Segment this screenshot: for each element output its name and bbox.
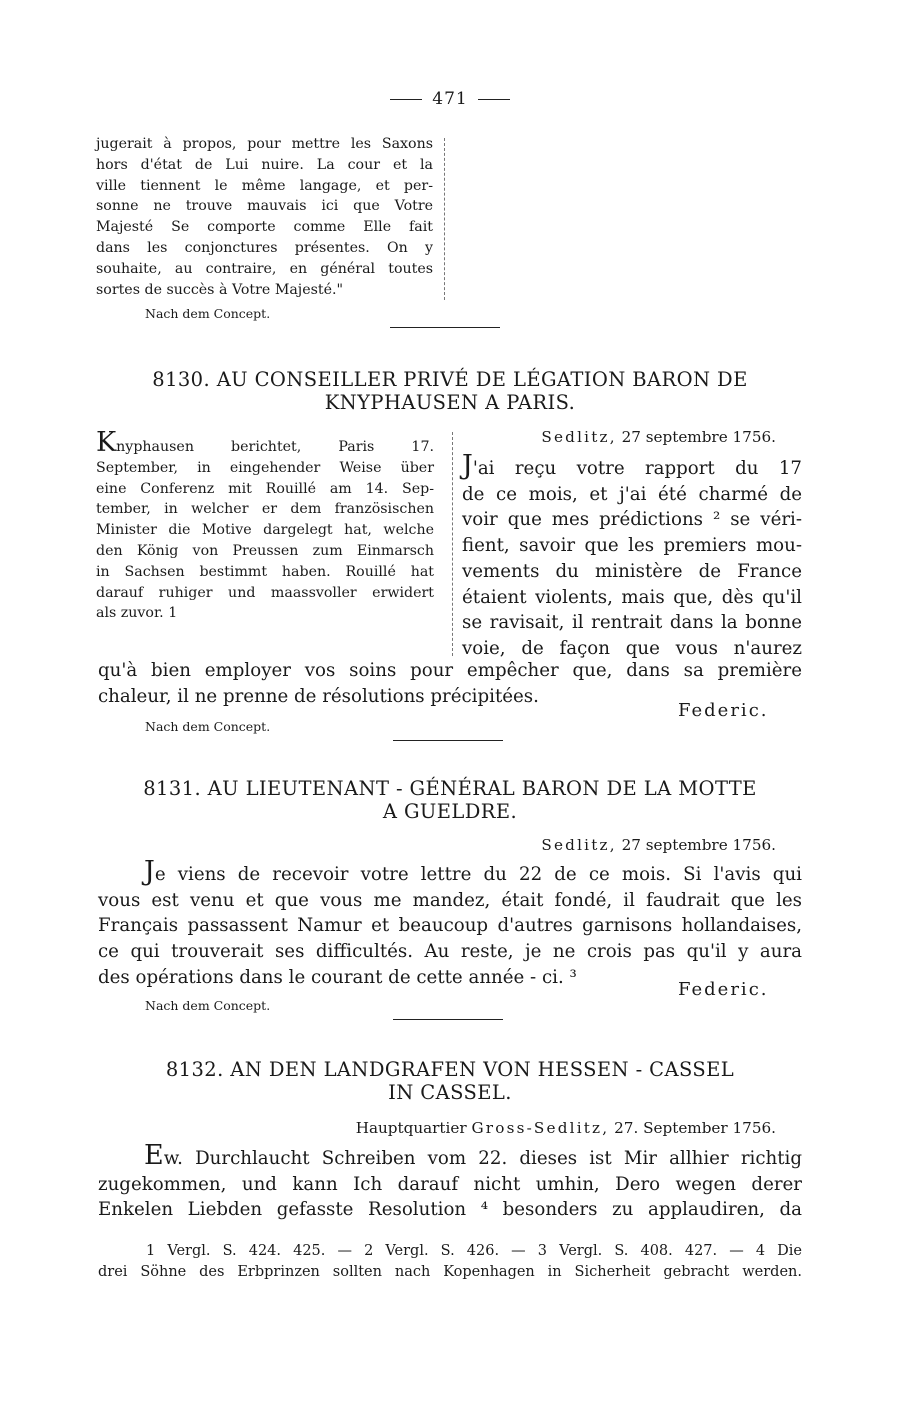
body-line: fient, savoir que les premiers mou- <box>462 535 802 557</box>
signature: Federic. <box>678 979 769 1000</box>
body-line: vements du ministère de France <box>462 560 802 582</box>
body-line: Enkelen Liebden gefasste Resolution ⁴ besonders zu applaudiren, da <box>98 1199 802 1221</box>
summary-line: September, in eingehender Weise über <box>96 459 434 476</box>
source-note: Nach dem Concept. <box>145 998 271 1013</box>
body-line: J'ai reçu votre rapport du 17 <box>462 450 802 481</box>
section-rule <box>390 327 500 328</box>
body-initial: J <box>144 856 155 887</box>
body-line: voir que mes prédictions ² se véri- <box>462 509 802 531</box>
heading-line-2: IN CASSEL. <box>388 1081 512 1104</box>
date-prefix: Hauptquartier <box>355 1119 467 1137</box>
body-line: zugekommen, und kann Ich darauf nicht umhin, Dero wegen derer <box>98 1173 802 1195</box>
section-rule <box>393 740 503 741</box>
summary-line: Minister die Motive dargelegt hat, welche <box>96 522 434 539</box>
summary-initial: K <box>96 427 117 458</box>
body-line: chaleur, il ne prenne de résolutions précipitées. <box>98 685 539 707</box>
letter-date <box>462 836 776 854</box>
dash-left <box>390 99 422 100</box>
text-line: souhaite, au contraire, en général toutes <box>96 260 433 277</box>
heading-line-2: KNYPHAUSEN A PARIS. <box>324 391 576 414</box>
source-note: Nach dem Concept. <box>145 306 271 321</box>
date-text: 27 septembre 1756. <box>621 836 776 854</box>
summary-line: eine Conferenz mit Rouillé am 14. Sep- <box>96 480 434 497</box>
body-line: qu'à bien employer vos soins pour empêcher que, dans sa première <box>98 660 802 681</box>
body-initial: E <box>144 1140 164 1171</box>
summary-line: Knyphausen berichtet, Paris 17. <box>96 427 434 458</box>
letter-heading <box>100 1058 800 1104</box>
body-line: étaient violents, mais que, dès qu'il <box>462 586 802 608</box>
date-place: Sedlitz, <box>541 428 617 446</box>
text-line: sonne ne trouve mauvais ici que Votre <box>96 198 433 215</box>
text-line: sortes de succès à Votre Majesté." <box>96 281 344 298</box>
body-line: des opérations dans le courant de cette année - ci. ³ <box>98 966 577 988</box>
body-line: voie, de façon que vous n'aurez <box>462 637 802 659</box>
signature: Federic. <box>678 700 769 721</box>
text-line: Majesté Se comporte comme Elle fait <box>96 219 433 236</box>
letter-heading <box>100 777 800 823</box>
column-divider <box>444 138 445 300</box>
letter-body <box>98 858 802 991</box>
source-note: Nach dem Concept. <box>145 719 271 734</box>
dash-right <box>478 99 510 100</box>
body-line: Français passassent Namur et beaucoup d'autres garnisons hollandaises, <box>98 915 802 937</box>
text-line: jugerait à propos, pour mettre les Saxons <box>96 136 433 152</box>
section-rule <box>393 1019 503 1020</box>
letter-date <box>300 1119 776 1137</box>
page-number: 471 <box>432 89 468 109</box>
date-place: Sedlitz, <box>541 836 617 854</box>
body-line: ce qui trouverait ses difficultés. Au reste, je ne crois pas qu'il y aura <box>98 941 802 963</box>
letter-summary <box>96 429 434 624</box>
date-text: 27. September 1756. <box>614 1119 776 1137</box>
heading-line-1: 8131. AU LIEUTENANT - GÉNÉRAL BARON DE LA MOTTE <box>143 777 757 800</box>
letter-date <box>462 428 776 446</box>
body-line: Je viens de recevoir votre lettre du 22 de ce mois. Si l'avis qui <box>144 856 802 887</box>
footnotes <box>98 1241 802 1283</box>
page-number-line <box>0 89 900 109</box>
letter-body <box>98 1142 802 1223</box>
summary-line: darauf ruhiger und maassvoller erwidert <box>96 584 434 601</box>
summary-line: als zuvor. 1 <box>96 605 178 622</box>
footnote-line: 1 Vergl. S. 424. 425. — 2 Vergl. S. 426. — 3 Vergl. S. 408. 427. — 4 Die <box>146 1243 802 1259</box>
body-line: de ce mois, et j'ai été charmé de <box>462 483 802 505</box>
text-line: dans les conjonctures présentes. On y <box>96 239 433 256</box>
continuation-text <box>96 134 433 300</box>
letter-body-column <box>462 452 802 662</box>
date-place: Gross-Sedlitz, <box>471 1119 610 1137</box>
letter-heading <box>100 368 800 414</box>
body-line: se ravisait, il rentrait dans la bonne <box>462 612 802 634</box>
summary-line: in Sachsen bestimmt haben. Rouillé hat <box>96 563 434 580</box>
body-line: vous est venu et que vous me mandez, était fondé, il faudrait que les <box>98 889 802 911</box>
date-text: 27 septembre 1756. <box>621 428 776 446</box>
heading-line-1: 8132. AN DEN LANDGRAFEN VON HESSEN - CASSEL <box>165 1058 735 1081</box>
heading-line-2: A GUELDRE. <box>382 800 518 823</box>
footnote-line: drei Söhne des Erbprinzen sollten nach Kopenhagen in Sicherheit gebracht werden. <box>98 1264 802 1280</box>
summary-line: den König von Preussen zum Einmarsch <box>96 542 434 559</box>
heading-line-1: 8130. AU CONSEILLER PRIVÉ DE LÉGATION BARON DE <box>152 368 748 391</box>
column-divider <box>452 432 453 656</box>
body-line: Ew. Durchlaucht Schreiben vom 22. dieses ist Mir allhier richtig <box>144 1140 802 1171</box>
text-line: hors d'état de Lui nuire. La cour et la <box>96 156 433 173</box>
body-initial: J <box>462 450 473 481</box>
summary-line: tember, in welcher er dem französischen <box>96 501 434 518</box>
text-line: ville tiennent le même langage, et per- <box>96 177 433 194</box>
